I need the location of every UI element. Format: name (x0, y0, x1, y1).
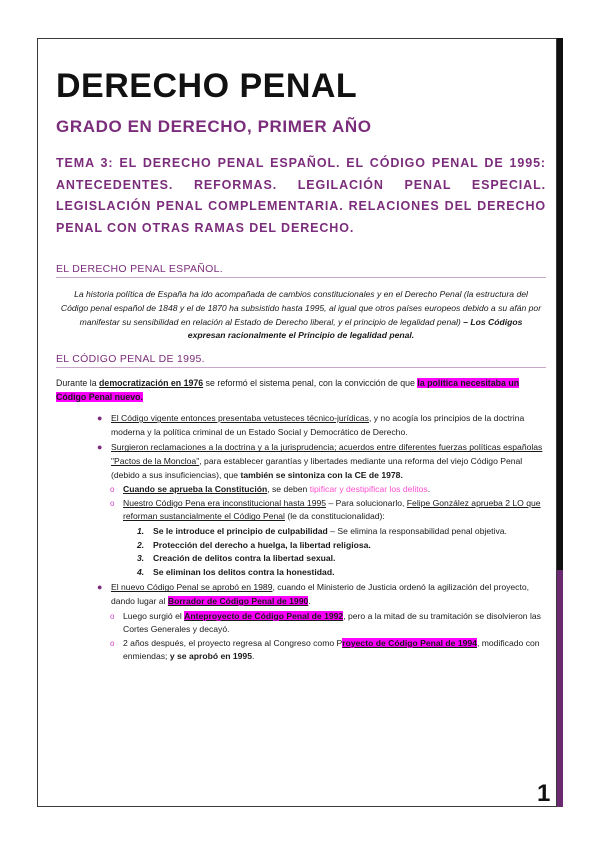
b2-sub1-end: . (427, 484, 431, 495)
bullet-icon: ● (97, 582, 103, 593)
item-number: 2. (137, 539, 145, 550)
topic-heading: TEMA 3: EL DERECHO PENAL ESPAÑOL. EL CÓDIGO PENAL DE 1995: ANTECEDENTES. REFORMAS. LEGILACIÓN PENAL ESPECIAL. LEGISLACIÓN PENAL COMPLEMENTARIA. RELACIONES DEL DERECHO PENAL CON OTRAS RAMAS DEL DERECHO. (56, 156, 546, 235)
item-number: 1. (137, 525, 145, 536)
circle-bullet-icon: o (110, 485, 115, 495)
circle-bullet-icon: o (110, 498, 115, 508)
b3-sub2-text: , modificado con enmiendas; (123, 637, 540, 662)
item2-bold: Protección del derecho a huelga, la libertad religiosa. (153, 539, 371, 550)
b2-sub1-text: , se deben (267, 484, 308, 495)
document-title: DERECHO PENAL (56, 67, 358, 105)
item4-bold: Se eliminan los delitos contra la honestidad. (153, 566, 335, 577)
list-item (137, 552, 546, 566)
item-number: 4. (137, 566, 145, 577)
b3-sub2-highlight: royecto de Código Penal de 1994 (342, 637, 477, 648)
circle-bullet-icon: o (110, 611, 115, 621)
b3-underlined: El nuevo Código Penal se aprobó en 1989 (111, 582, 273, 593)
section-heading-codigo-penal-1995: EL CÓDIGO PENAL DE 1995. (56, 353, 546, 368)
b3-sub2-end: . (252, 651, 255, 662)
item3-bold: Creación de delitos contra la libertad sexual. (153, 553, 336, 564)
sub-bullet-list (111, 610, 546, 664)
item-number: 3. (137, 553, 145, 564)
page-number: 1 (537, 780, 551, 807)
list-item (110, 610, 546, 637)
b2-sub1-pink: tipificar y destipificar los delitos (309, 484, 428, 495)
list-item (137, 525, 546, 539)
b2-bold: también se sintoniza con la CE de 1978. (240, 469, 403, 480)
list-item (97, 581, 546, 664)
b3-highlight: Borrador de Código Penal de 1990 (167, 595, 309, 606)
b1-text: , y no acogía los principios de la doctrina moderna y la política criminal de un Estado Social y Democrático de Derecho. (111, 413, 525, 437)
page-content (56, 67, 546, 666)
page-side-bar (557, 38, 563, 807)
list-item (110, 483, 546, 497)
b2-underlined: Surgieron reclamaciones a la doctrina y a la jurisprudencia; acuerdos entre diferentes fuerzas políticas españolas "Pactos de la Moncloa" (111, 442, 543, 466)
bullet-icon: ● (97, 442, 103, 453)
b2-text: , para establecer garantías y libertades mediante una reforma del viejo Código Penal (debido a sus insuficiencias), que (111, 455, 523, 480)
document-page (37, 38, 557, 807)
b2-sub2-underlined: Nuestro Código Pena era inconstitucional hasta 1995 (123, 497, 327, 508)
b1-underlined: El Código vigente entonces presentaba vetusteces técnico-jurídicas (111, 413, 369, 424)
item1-bold: Se le introduce el principio de culpabilidad (153, 525, 328, 536)
b3-sub1-text: , pero a la mitad de su tramitación se disolvieron las Cortes Generales y decayó. (123, 610, 541, 635)
numbered-list (123, 525, 546, 579)
b3-text: , cuando el Ministerio de Justicia ordenó la agilización del proyecto, dando lugar al (111, 582, 530, 606)
main-bullet-list (56, 412, 546, 664)
intro-text-a: Durante la (56, 378, 97, 389)
list-item (110, 497, 546, 580)
b2-sub1-bold: Cuando se aprueba la Constitución (123, 484, 268, 495)
b3-sub2-bold: y se aprobó en 1995 (169, 651, 252, 662)
list-item (110, 637, 546, 664)
b3-sub1-text-a: Luego surgió el (123, 610, 182, 621)
list-item (137, 566, 546, 580)
circle-bullet-icon: o (110, 638, 115, 648)
intro-paragraph (56, 376, 546, 404)
section-heading-derecho-penal-espanol: EL DERECHO PENAL ESPAÑOL. (56, 263, 546, 278)
section1-text: La historia política de España ha ido acompañada de cambios constitucionales y en el Derecho Penal (la estructura del Código penal español de 1848 y el de 1870 ha subsistido hasta 1995, al igual que otros países europeos debido a su afán por manifestar su sensibilidad en relación al Estado de Derecho liberal, y el principio de legalidad penal) (60, 289, 542, 327)
b3-sub1-highlight: Anteproyecto de Código Penal de 1992 (184, 610, 344, 621)
intro-text-c: se reformó el sistema penal, con la convicción de que (205, 378, 415, 389)
list-item (137, 539, 546, 553)
b3-end: . (308, 595, 311, 606)
intro-text-b: democratización en 1976 (99, 378, 204, 389)
b3-sub2-text-a: 2 años después, el proyecto regresa al Congreso como P (123, 637, 343, 648)
intro-highlight: la política necesitaba un Código Penal nuevo. (56, 378, 520, 403)
b2-sub2-text: – Para solucionarlo, (328, 497, 405, 508)
section1-paragraph (56, 288, 546, 343)
list-item (97, 412, 546, 439)
sub-bullet-list (111, 483, 546, 579)
section1-bold-text: – Los Códigos expresan racionalmente el Principio de legalidad penal. (187, 316, 523, 341)
side-bar-accent (557, 570, 563, 807)
bullet-icon: ● (97, 413, 103, 424)
document-subtitle: GRADO EN DERECHO, PRIMER AÑO (56, 117, 372, 136)
b2-sub2-underlined-2: Felipe González aprueba 2 LO que reforman sustancialmente el Código Penal (123, 497, 541, 522)
list-item (97, 441, 546, 579)
item1-text: – Se elimina la responsabilidad penal objetiva. (330, 525, 507, 536)
b2-sub2-end: (le da constitucionalidad): (287, 511, 385, 522)
